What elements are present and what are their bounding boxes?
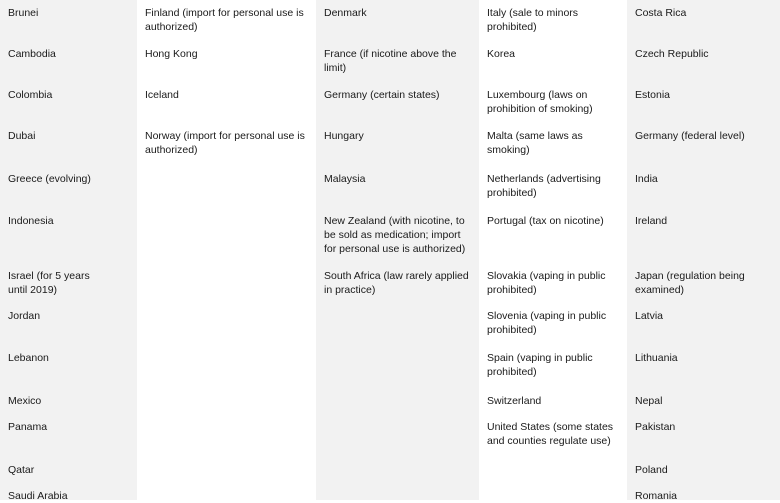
table-cell: Norway (import for personal use is authorized) <box>145 130 305 156</box>
table-cell: France (if nicotine above the limit) <box>324 48 457 74</box>
table-cell: Colombia <box>8 89 53 101</box>
column-1 <box>0 0 138 500</box>
table-cell: Saudi Arabia <box>8 490 68 502</box>
table-cell: Cambodia <box>8 48 56 60</box>
table-cell: Qatar <box>8 464 35 476</box>
table-cell: Germany (federal level) <box>635 130 745 142</box>
table-cell: Germany (certain states) <box>324 89 440 101</box>
table-cell: Dubai <box>8 130 36 142</box>
table-cell: Ireland <box>635 215 668 227</box>
table-cell: Hong Kong <box>145 48 198 60</box>
table-cell: Greece (evolving) <box>8 173 91 185</box>
table-cell: Switzerland <box>487 395 542 407</box>
table-cell: Jordan <box>8 310 41 322</box>
table-cell: Japan (regulation being examined) <box>635 270 745 296</box>
column-5 <box>627 0 780 500</box>
table-cell: Nepal <box>635 395 663 407</box>
table-cell: New Zealand (with nicotine, to be sold as medication; import for personal use is authorized) <box>324 215 466 255</box>
column-2 <box>137 0 317 500</box>
table-cell: South Africa (law rarely applied in practice) <box>324 270 469 296</box>
table-cell: Costa Rica <box>635 7 687 19</box>
table-cell: Czech Republic <box>635 48 709 60</box>
table-cell: Lebanon <box>8 352 49 364</box>
table-cell: Malaysia <box>324 173 366 185</box>
table-cell: Israel (for 5 years until 2019) <box>8 270 90 296</box>
table-cell: Mexico <box>8 395 42 407</box>
table-cell: Luxembourg (laws on prohibition of smoking) <box>487 89 593 115</box>
table-cell: Brunei <box>8 7 39 19</box>
column-3 <box>316 0 480 500</box>
table-cell: Netherlands (advertising prohibited) <box>487 173 601 199</box>
table-cell: Italy (sale to minors prohibited) <box>487 7 579 33</box>
table-cell: Pakistan <box>635 421 676 433</box>
table-cell: Malta (same laws as smoking) <box>487 130 583 156</box>
table-cell: Korea <box>487 48 516 60</box>
table-cell: Hungary <box>324 130 364 142</box>
column-4 <box>479 0 628 500</box>
table-cell: Estonia <box>635 89 671 101</box>
table-cell: Lithuania <box>635 352 678 364</box>
table-cell: Iceland <box>145 89 179 101</box>
table-cell: Portugal (tax on nicotine) <box>487 215 604 227</box>
table-cell: Indonesia <box>8 215 54 227</box>
table-cell: United States (some states and counties regulate use) <box>487 421 614 447</box>
table-cell: Panama <box>8 421 48 433</box>
table-cell: India <box>635 173 658 185</box>
table-cell: Romania <box>635 490 678 502</box>
table-cell: Latvia <box>635 310 664 322</box>
table-cell: Denmark <box>324 7 367 19</box>
table-cell: Poland <box>635 464 668 476</box>
table-cell: Slovakia (vaping in public prohibited) <box>487 270 606 296</box>
table-cell: Finland (import for personal use is authorized) <box>145 7 304 33</box>
table-cell: Spain (vaping in public prohibited) <box>487 352 593 378</box>
table-cell: Slovenia (vaping in public prohibited) <box>487 310 607 336</box>
